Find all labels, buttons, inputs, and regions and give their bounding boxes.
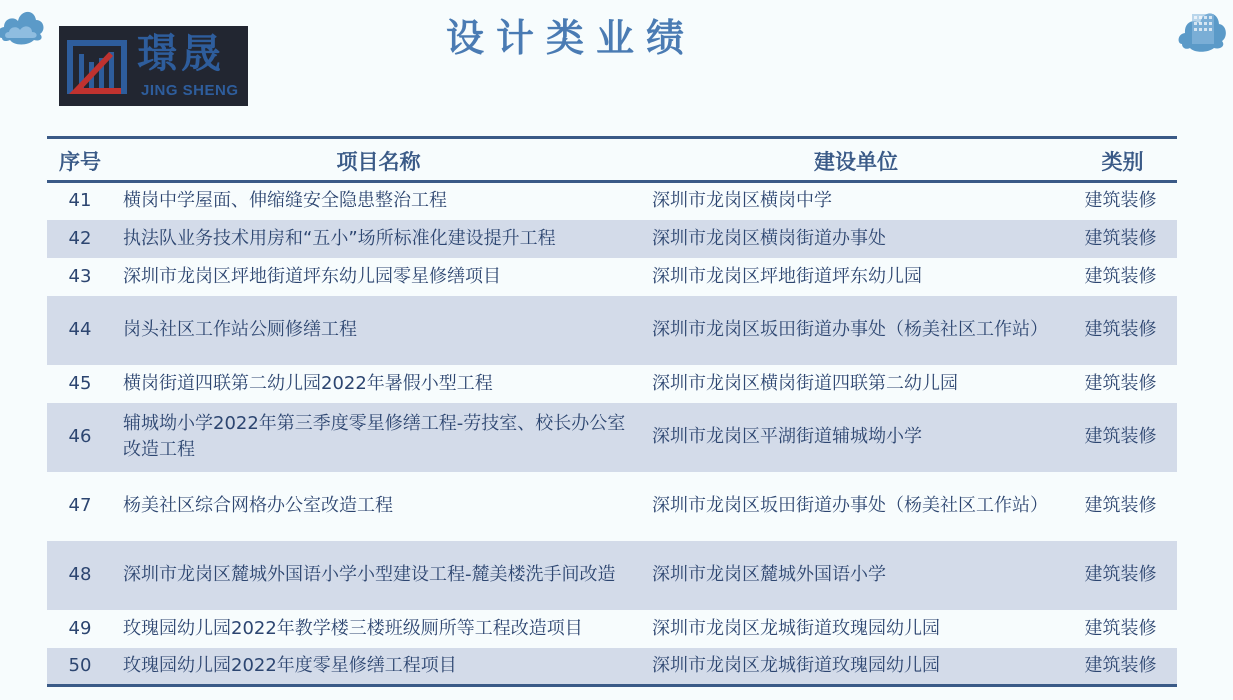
cell-category: 建筑装修 bbox=[1084, 227, 1157, 249]
cell-construction-unit: 深圳市龙岗区坪地街道坪东幼儿园 bbox=[652, 265, 922, 287]
cell-no: 47 bbox=[68, 495, 92, 516]
cell-category: 建筑装修 bbox=[1084, 564, 1157, 585]
table-row bbox=[47, 182, 1177, 220]
cell-project-name: 玫瑰园幼儿园2022年度零星修缮工程项目 bbox=[123, 654, 457, 676]
cell-category: 建筑装修 bbox=[1084, 495, 1157, 516]
cell-construction-unit: 深圳市龙岗区龙城街道玫瑰园幼儿园 bbox=[652, 617, 940, 639]
logo-chinese-text: 璟晟 bbox=[137, 31, 225, 77]
cell-category: 建筑装修 bbox=[1084, 617, 1157, 639]
cell-category: 建筑装修 bbox=[1084, 265, 1157, 287]
cell-no: 43 bbox=[68, 265, 92, 287]
table-row bbox=[47, 365, 1177, 403]
table-row bbox=[47, 472, 1177, 541]
header-project-name: 项目名称 bbox=[336, 149, 421, 174]
cell-no: 44 bbox=[68, 319, 92, 340]
table-row bbox=[47, 541, 1177, 610]
cell-no: 49 bbox=[68, 617, 92, 639]
cell-construction-unit: 深圳市龙岗区龙城街道玫瑰园幼儿园 bbox=[652, 654, 940, 676]
cell-no: 45 bbox=[68, 372, 92, 394]
cell-category: 建筑装修 bbox=[1084, 426, 1157, 447]
table-row bbox=[47, 296, 1177, 365]
table-row bbox=[47, 648, 1177, 686]
cell-project-name: 玫瑰园幼儿园2022年教学楼三楼班级厕所等工程改造项目 bbox=[123, 617, 583, 639]
cell-no: 41 bbox=[68, 190, 92, 212]
company-logo bbox=[59, 26, 248, 106]
table-row bbox=[47, 610, 1177, 648]
cell-no: 50 bbox=[68, 654, 92, 676]
page-title: 设计类业绩 bbox=[446, 16, 697, 60]
cell-project-name: 杨美社区综合网格办公室改造工程 bbox=[123, 495, 393, 516]
cell-project-name: 岗头社区工作站公厕修缮工程 bbox=[123, 319, 357, 340]
table-row bbox=[47, 258, 1177, 296]
cell-construction-unit: 深圳市龙岗区坂田街道办事处（杨美社区工作站） bbox=[652, 319, 1048, 340]
cell-category: 建筑装修 bbox=[1084, 190, 1157, 212]
cell-project-name: 执法队业务技术用房和“五小”场所标准化建设提升工程 bbox=[123, 227, 556, 249]
cell-project-name: 横岗中学屋面、伸缩缝安全隐患整治工程 bbox=[123, 190, 447, 212]
cell-category: 建筑装修 bbox=[1084, 372, 1157, 394]
cell-construction-unit: 深圳市龙岗区坂田街道办事处（杨美社区工作站） bbox=[652, 495, 1048, 516]
cell-category: 建筑装修 bbox=[1084, 654, 1157, 676]
cell-no: 46 bbox=[68, 426, 92, 447]
cell-construction-unit: 深圳市龙岗区横岗中学 bbox=[652, 190, 832, 212]
table-row bbox=[47, 220, 1177, 258]
cell-no: 42 bbox=[68, 227, 92, 249]
logo-mark-icon bbox=[65, 36, 131, 98]
cloud-decoration-right bbox=[1178, 4, 1228, 54]
cell-project-name: 深圳市龙岗区麓城外国语小学小型建设工程-麓美楼洗手间改造 bbox=[123, 564, 616, 585]
logo-english-text: JING SHENG bbox=[141, 82, 239, 99]
cell-category: 建筑装修 bbox=[1084, 319, 1157, 340]
header-no: 序号 bbox=[59, 149, 101, 174]
table-header-row bbox=[47, 138, 1177, 182]
cloud-decoration-left bbox=[0, 4, 46, 46]
cell-project-name: 深圳市龙岗区坪地街道坪东幼儿园零星修缮项目 bbox=[123, 265, 501, 287]
performance-table bbox=[47, 136, 1177, 687]
cell-no: 48 bbox=[68, 564, 92, 585]
cell-project-name: 辅城坳小学2022年第三季度零星修缮工程-劳技室、校长办公室改造工程 bbox=[123, 413, 626, 460]
cell-construction-unit: 深圳市龙岗区麓城外国语小学 bbox=[652, 564, 886, 585]
cell-project-name: 横岗街道四联第二幼儿园2022年暑假小型工程 bbox=[123, 372, 493, 394]
cell-construction-unit: 深圳市龙岗区平湖街道辅城坳小学 bbox=[652, 426, 922, 447]
table-row bbox=[47, 403, 1177, 472]
header-construction-unit: 建设单位 bbox=[814, 149, 898, 174]
cell-construction-unit: 深圳市龙岗区横岗街道四联第二幼儿园 bbox=[652, 372, 958, 394]
header-category: 类别 bbox=[1101, 149, 1144, 174]
cell-construction-unit: 深圳市龙岗区横岗街道办事处 bbox=[652, 227, 886, 249]
